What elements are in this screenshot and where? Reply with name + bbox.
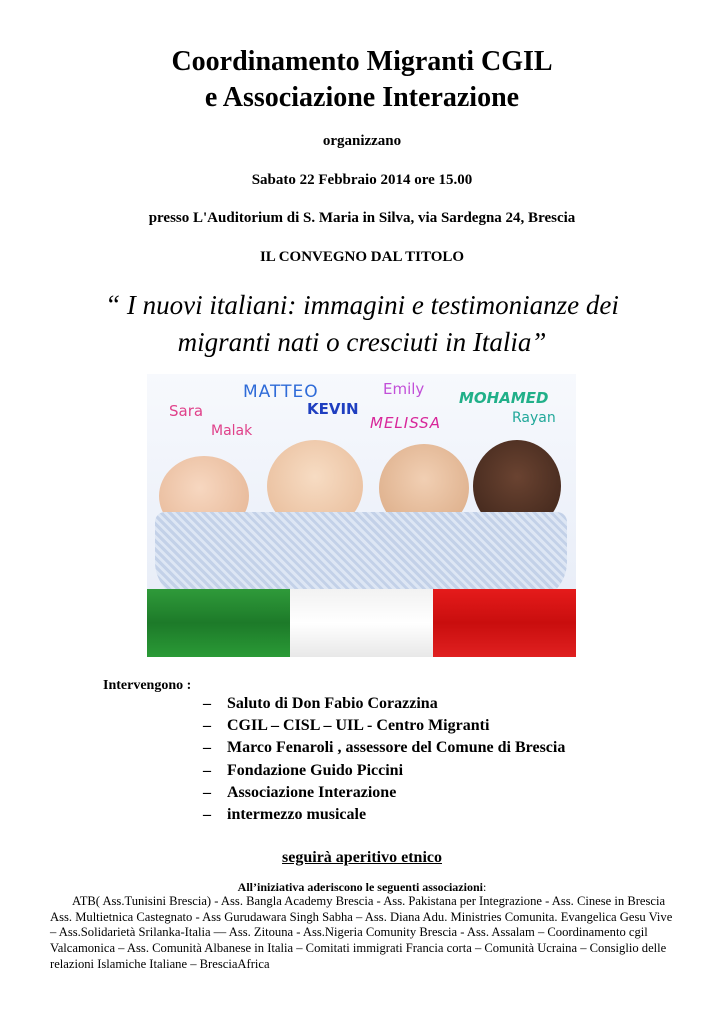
- title-line-1: Coordinamento Migranti CGIL: [171, 46, 553, 77]
- event-title-line-2: migranti nati o cresciuti in Italia”: [177, 327, 547, 357]
- speaker-item: [203, 804, 565, 826]
- speaker-item: [203, 715, 565, 737]
- babies-flag-image: [147, 374, 576, 657]
- dash-bullet: –: [203, 806, 211, 824]
- aperitivo-notice: seguirà aperitivo etnico: [282, 849, 442, 866]
- dash-bullet: –: [203, 739, 211, 757]
- dash-bullet: –: [203, 717, 211, 735]
- speaker-text: Marco Fenaroli , assessore del Comune di Brescia: [227, 739, 566, 757]
- title-line-2: e Associazione Interazione: [204, 82, 520, 113]
- associations-text: ATB( Ass.Tunisini Brescia) - Ass. Bangla Academy Brescia - Ass. Pakistana per Integrazione - Ass. Cinese in Brescia Ass. Multietnica Castegnato - Ass Gurudawara Singh Sabha – Ass. Diana Adu. Ministries Comunita. Evangelica Gesu Vive – Ass.Solidarietà Srilanka-Italia — Ass. Zitouna - Ass.Nigeria Comunity Brescia - Ass. Assalam – Coordinamento cgil Valcamonica – Ass. Comunità Albanese in Italia – Comitati immigrati Francia corta – Comunità Ucraina – Consiglio delle relazioni Islamiche Italiane – BresciaAfrica: [50, 894, 673, 971]
- speaker-item: [203, 737, 565, 759]
- speaker-item: [203, 693, 565, 715]
- speaker-text: intermezzo musicale: [227, 806, 367, 824]
- convegno-heading: IL CONVEGNO DAL TITOLO: [259, 249, 465, 265]
- name-emily: Emily: [383, 380, 425, 398]
- associations-list: [50, 894, 675, 973]
- name-kevin: KEVIN: [307, 400, 359, 418]
- event-title-line-1: “ I nuovi italiani: immagini e testimonianze dei: [105, 290, 619, 320]
- flag-white-band: [290, 589, 433, 657]
- speaker-text: Saluto di Don Fabio Corazzina: [227, 695, 438, 712]
- name-rayan: Rayan: [512, 410, 556, 426]
- name-sara: Sara: [169, 402, 204, 420]
- dash-bullet: –: [203, 761, 211, 779]
- flag-red-band: [433, 589, 576, 657]
- associations-heading-text: All’iniziativa aderiscono le seguenti associazioni: [237, 880, 483, 894]
- speaker-text: CGIL – CISL – UIL - Centro Migranti: [227, 717, 490, 735]
- speaker-text: Fondazione Guido Piccini: [227, 761, 404, 779]
- speaker-item: [203, 782, 565, 804]
- dash-bullet: –: [203, 695, 211, 712]
- dash-bullet: –: [203, 783, 211, 801]
- name-matteo: MATTEO: [243, 382, 319, 402]
- event-venue: presso L'Auditorium di S. Maria in Silva, via Sardegna 24, Brescia: [148, 210, 576, 226]
- name-mohamed: MOHAMED: [459, 389, 549, 407]
- event-date: Sabato 22 Febbraio 2014 ore 15.00: [251, 172, 473, 188]
- babies-photo: [147, 374, 576, 589]
- speaker-text: Associazione Interazione: [227, 783, 397, 801]
- name-melissa: MELISSA: [370, 414, 441, 432]
- associations-heading: [0, 880, 724, 895]
- speakers-list: [203, 693, 565, 826]
- associations-heading-colon: :: [482, 880, 487, 894]
- name-malak: Malak: [211, 423, 253, 439]
- organizzano-text: organizzano: [322, 133, 402, 149]
- speaker-item: [203, 760, 565, 782]
- intervengono-label: Intervengono :: [103, 678, 192, 693]
- flag-green-band: [147, 589, 290, 657]
- italian-flag: [147, 589, 576, 657]
